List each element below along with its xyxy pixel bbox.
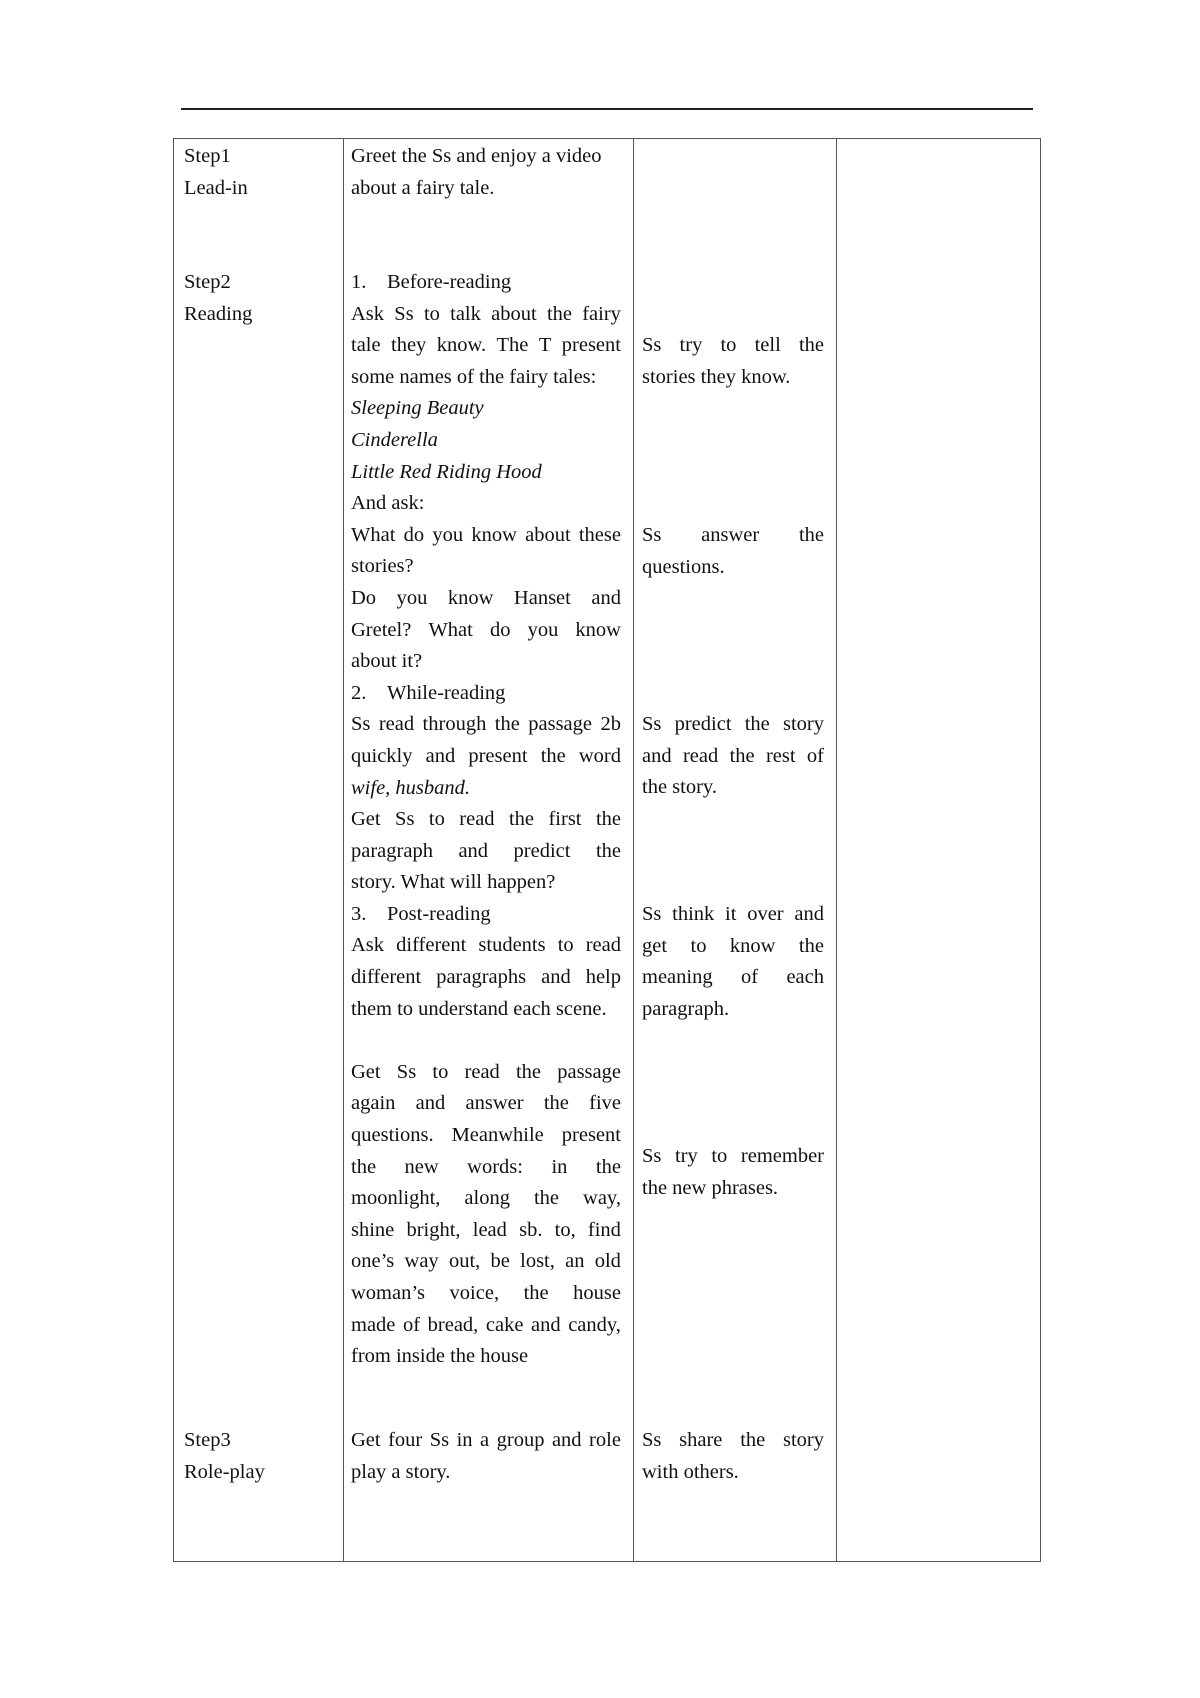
new-words: wife, husband.: [351, 776, 471, 799]
word: Ss: [642, 1145, 662, 1167]
student-line: with others.: [642, 1460, 739, 1483]
word: Ss: [395, 808, 415, 831]
passage-line: from inside the house: [351, 1345, 529, 1368]
student-line: [642, 330, 824, 362]
student-line: [642, 962, 824, 994]
word: read: [459, 808, 495, 831]
word: think: [672, 903, 715, 925]
word: and: [551, 1429, 582, 1451]
word: present: [468, 744, 528, 767]
word: of: [806, 744, 824, 767]
word: Ss: [642, 524, 662, 546]
word: Ss: [351, 713, 371, 736]
word: different: [396, 934, 467, 957]
activity-line: [351, 1425, 621, 1457]
word: try: [679, 334, 703, 356]
passage-line: [351, 1246, 621, 1278]
student-line: [642, 1141, 824, 1173]
word: and: [458, 839, 489, 862]
word: way,: [583, 1187, 621, 1210]
word: the: [494, 713, 520, 736]
word: read: [378, 713, 415, 736]
word: to: [711, 1145, 728, 1167]
word: do: [489, 618, 511, 641]
word: and: [425, 744, 456, 767]
word: quickly: [351, 744, 413, 767]
word: these: [578, 523, 621, 546]
word: lead: [472, 1218, 507, 1241]
passage-line: [351, 1152, 621, 1184]
fairy-tale-title: Sleeping Beauty: [351, 397, 484, 420]
word: present: [561, 1124, 621, 1147]
word: passage: [528, 713, 593, 736]
word: present: [561, 334, 621, 357]
word: word: [578, 744, 621, 767]
word: passage: [557, 1060, 621, 1083]
activity-line: story. What will happen?: [351, 871, 556, 894]
lesson-table: [173, 138, 1041, 1562]
word: to: [428, 808, 445, 831]
word: rest: [765, 744, 796, 767]
word: new: [404, 1155, 439, 1178]
passage-line: [351, 1278, 621, 1310]
word: be: [490, 1250, 510, 1273]
activity-line: [351, 962, 621, 994]
word: and: [642, 744, 672, 767]
activity-line: [351, 741, 621, 773]
word: Ask: [351, 302, 385, 325]
column-divider: [343, 139, 344, 1561]
word: to: [432, 1060, 449, 1083]
word: and: [794, 903, 824, 925]
word: to: [423, 302, 440, 325]
heading-number: 3.: [351, 902, 367, 925]
step3-label: [184, 1425, 334, 1488]
heading-number: 2.: [351, 681, 367, 704]
word: you: [396, 586, 428, 609]
word: different: [351, 966, 422, 989]
word: made: [351, 1313, 396, 1336]
word: each: [786, 966, 824, 989]
step-number: Step1: [184, 145, 231, 167]
heading-text: Before-reading: [387, 271, 512, 293]
word: try: [674, 1145, 698, 1167]
word: Ss: [396, 1060, 417, 1083]
student-answer: [642, 520, 824, 583]
word: Do: [351, 586, 377, 609]
passage-line: [351, 1088, 621, 1120]
word: Ss: [642, 334, 662, 356]
word: do: [403, 523, 425, 546]
word: the: [798, 524, 824, 546]
word: of: [402, 1313, 421, 1336]
word: it: [725, 903, 737, 925]
word: Get: [351, 808, 381, 831]
word: the: [515, 1060, 542, 1083]
word: tale: [351, 334, 381, 357]
word: an: [565, 1250, 585, 1273]
passage-line: [351, 1215, 621, 1247]
student-line: [642, 931, 824, 963]
word: to: [720, 334, 737, 356]
blank-line: [351, 1025, 621, 1057]
word: What: [351, 523, 396, 546]
word: talk: [450, 302, 481, 325]
question-line: [351, 583, 621, 615]
activity-line: [351, 804, 621, 836]
word: Get: [351, 1060, 381, 1083]
word: and: [591, 586, 621, 609]
word: shine: [351, 1218, 395, 1241]
word: story: [783, 1429, 824, 1451]
step1-label: [184, 141, 334, 204]
word: five: [589, 1092, 621, 1115]
word: fairy: [582, 302, 621, 325]
activity-line: some names of the fairy tales:: [351, 365, 597, 388]
word: about: [525, 523, 571, 546]
student-line: stories they know.: [642, 365, 791, 388]
word: words:: [467, 1155, 523, 1178]
column-divider: [836, 139, 837, 1561]
question-line: [351, 520, 621, 552]
word: the: [595, 839, 621, 862]
word: a: [480, 1429, 490, 1451]
word: T: [538, 334, 552, 357]
word: read: [585, 934, 621, 957]
word: the: [546, 302, 572, 325]
word: know: [575, 618, 621, 641]
word: the: [523, 1282, 549, 1304]
word: Get: [351, 1429, 381, 1451]
word: and: [541, 966, 571, 989]
student-tell: [642, 330, 824, 393]
word: predict: [513, 839, 571, 862]
word: the: [595, 1155, 621, 1178]
word: help: [585, 966, 621, 989]
word: Hanset: [513, 586, 571, 609]
word: tell: [754, 334, 781, 356]
passage-line: [351, 1120, 621, 1152]
word: get: [642, 934, 668, 957]
word: the: [798, 934, 824, 957]
word: Ss: [429, 1429, 450, 1451]
word: house: [573, 1282, 621, 1304]
word: the: [798, 334, 824, 356]
word: out,: [448, 1250, 481, 1273]
header-rule: [181, 108, 1033, 110]
word: way: [404, 1250, 439, 1273]
student-line: questions.: [642, 555, 725, 578]
word: questions.: [351, 1124, 434, 1147]
passage-line: [351, 1057, 621, 1089]
before-reading-heading: [351, 267, 621, 299]
student-line: the story.: [642, 776, 717, 799]
word: Ss: [642, 1429, 662, 1451]
activity-line: about a fairy tale.: [351, 176, 495, 199]
student-predict: [642, 709, 824, 804]
word: read: [682, 744, 719, 767]
word: find: [587, 1218, 621, 1241]
word: know: [471, 523, 517, 546]
while-reading-heading: [351, 678, 621, 710]
word: the: [744, 713, 770, 735]
word: the: [540, 744, 566, 767]
word: What: [428, 618, 473, 641]
step-title: Lead-in: [184, 176, 248, 199]
activity-line: play a story.: [351, 1460, 451, 1483]
word: paragraph: [351, 839, 433, 862]
word: along: [464, 1187, 510, 1210]
word: in: [551, 1155, 568, 1178]
word: of: [740, 966, 759, 989]
word: bright,: [406, 1218, 461, 1241]
activity-line: [351, 709, 621, 741]
student-line: [642, 1425, 824, 1457]
student-line: [642, 899, 824, 931]
word: moonlight,: [351, 1187, 441, 1210]
heading-text: Post-reading: [387, 902, 491, 925]
word: share: [679, 1429, 723, 1451]
heading-number: 1.: [351, 271, 367, 293]
word: know.: [436, 334, 487, 357]
heading-text: While-reading: [387, 681, 506, 704]
word: predict: [674, 713, 732, 735]
word: the: [740, 1429, 766, 1451]
activity-line: [351, 930, 621, 962]
word: know: [729, 934, 776, 957]
word: the: [595, 808, 621, 831]
passage-line: [351, 1183, 621, 1215]
fairy-tale-title: Little Red Riding Hood: [351, 460, 542, 483]
word: over: [747, 903, 784, 925]
word: role: [589, 1429, 621, 1451]
student-line: [642, 520, 824, 552]
word: you: [432, 523, 464, 546]
word: the: [729, 744, 755, 767]
column-divider: [633, 139, 634, 1561]
activity-line: [351, 836, 621, 868]
word: the: [351, 1155, 377, 1178]
word: Meanwhile: [451, 1124, 544, 1147]
word: Ss: [394, 302, 414, 325]
post-reading-heading: [351, 899, 621, 931]
word: group: [496, 1429, 545, 1451]
student-line: the new phrases.: [642, 1176, 779, 1199]
step2-label: [184, 267, 334, 330]
step-number: Step2: [184, 271, 231, 293]
activity-line: them to understand each scene.: [351, 997, 607, 1020]
student-line: [642, 709, 824, 741]
word: 2b: [600, 713, 621, 736]
word: and: [415, 1092, 446, 1115]
word: to: [557, 934, 574, 957]
question-line: about it?: [351, 650, 423, 673]
question-line: [351, 615, 621, 647]
word: cake: [485, 1313, 524, 1336]
word: the: [543, 1092, 569, 1115]
word: in: [456, 1429, 473, 1451]
word: Ss: [642, 903, 662, 925]
student-think: [642, 899, 824, 1025]
word: woman’s: [351, 1282, 426, 1304]
word: know: [447, 586, 494, 609]
word: paragraphs: [436, 966, 527, 989]
word: about: [491, 302, 537, 325]
word: The: [496, 334, 529, 357]
word: the: [508, 808, 535, 831]
word: read: [464, 1060, 500, 1083]
activity-line: [351, 330, 621, 362]
step2-activity: [351, 267, 621, 1373]
word: voice,: [449, 1282, 500, 1304]
word: and: [531, 1313, 561, 1336]
student-line: paragraph.: [642, 997, 730, 1020]
word: old: [594, 1250, 621, 1273]
word: the: [533, 1187, 560, 1210]
word: lost,: [520, 1250, 555, 1273]
question-line: stories?: [351, 555, 414, 578]
fairy-tale-title: Cinderella: [351, 428, 438, 451]
word: Ask: [351, 934, 385, 957]
word: story: [782, 713, 824, 735]
step1-activity: [351, 141, 621, 204]
word: answer: [465, 1092, 524, 1115]
word: they: [391, 334, 427, 357]
passage-line: [351, 1310, 621, 1342]
word: to: [690, 934, 707, 957]
word: remember: [740, 1145, 824, 1167]
student-line: [642, 741, 824, 773]
word: sb.: [519, 1218, 543, 1241]
word: Gretel?: [351, 618, 412, 641]
word: students: [478, 934, 546, 957]
activity-line: [351, 299, 621, 331]
step-title: Reading: [184, 302, 253, 325]
step-number: Step3: [184, 1429, 231, 1451]
word: bread,: [427, 1313, 479, 1336]
step3-activity: [351, 1425, 621, 1488]
word: again: [351, 1092, 396, 1115]
word: to,: [554, 1218, 576, 1241]
word: you: [527, 618, 559, 641]
word: meaning: [642, 966, 713, 989]
word: first: [548, 808, 582, 831]
word: Ss: [642, 713, 662, 735]
student-remember: [642, 1141, 824, 1204]
activity-line: Greet the Ss and enjoy a video: [351, 145, 602, 167]
student-share: [642, 1425, 824, 1488]
activity-line: And ask:: [351, 492, 425, 515]
step-title: Role-play: [184, 1460, 265, 1483]
word: candy,: [568, 1313, 621, 1336]
word: answer: [701, 524, 760, 546]
word: one’s: [351, 1250, 395, 1273]
word: four: [388, 1429, 423, 1451]
word: through: [422, 713, 487, 736]
